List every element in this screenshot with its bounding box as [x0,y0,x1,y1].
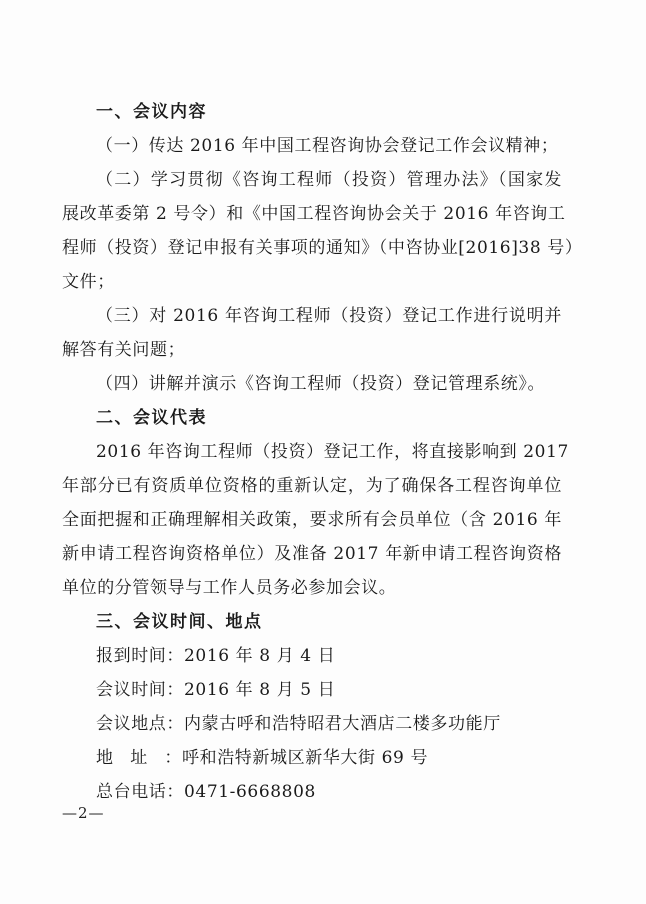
meeting-venue: 会议地点：内蒙古呼和浩特昭君大酒店二楼多功能厅 [96,714,501,734]
agenda-item-3-line-1: （三）对 2016 年咨询工程师（投资）登记工作进行说明并 [96,306,562,326]
agenda-item-4: （四）讲解并演示《咨询工程师（投资）登记管理系统》。 [96,374,546,394]
attendees-paragraph-line-3: 全面把握和正确理解相关政策，要求所有会员单位（含 2016 年 [62,510,562,530]
agenda-item-2-line-1: （二）学习贯彻《咨询工程师（投资）管理办法》（国家发 [96,170,562,190]
section-heading-meeting-content: 一、会议内容 [96,102,207,122]
attendees-paragraph-line-5: 单位的分管领导与工作人员务必参加会议。 [62,578,397,598]
agenda-item-1: （一）传达 2016 年中国工程咨询协会登记工作会议精神； [96,136,559,156]
address-value: 呼和浩特新城区新华大街 69 号 [182,748,429,768]
agenda-item-3-line-2: 解答有关问题； [62,340,186,360]
front-desk-phone: 总台电话：0471-6668808 [96,782,316,802]
attendees-paragraph-line-2: 年部分已有资质单位资格的重新认定，为了确保各工程咨询单位 [62,476,562,496]
attendees-paragraph-line-4: 新申请工程咨询资格单位）及准备 2017 年新申请工程咨询资格 [62,544,562,564]
page-number: —2— [62,804,105,822]
agenda-item-2-line-3: 程师（投资）登记申报有关事项的通知》（中咨协业[2016]38 号） [62,238,583,258]
meeting-address [62,741,562,775]
attendees-paragraph-line-1: 2016 年咨询工程师（投资）登记工作，将直接影响到 2017 [96,442,569,462]
meeting-time: 会议时间：2016 年 8 月 5 日 [96,680,336,700]
agenda-item-2-line-2: 展改革委第 2 号令）和《中国工程咨询协会关于 2016 年咨询工 [62,204,566,224]
section-heading-attendees: 二、会议代表 [96,408,207,428]
address-label: 地址： [96,748,182,768]
agenda-item-2-line-4: 文件； [62,272,115,292]
section-heading-time-place: 三、会议时间、地点 [96,612,263,632]
document-body [62,95,583,809]
checkin-time: 报到时间：2016 年 8 月 4 日 [96,646,336,666]
